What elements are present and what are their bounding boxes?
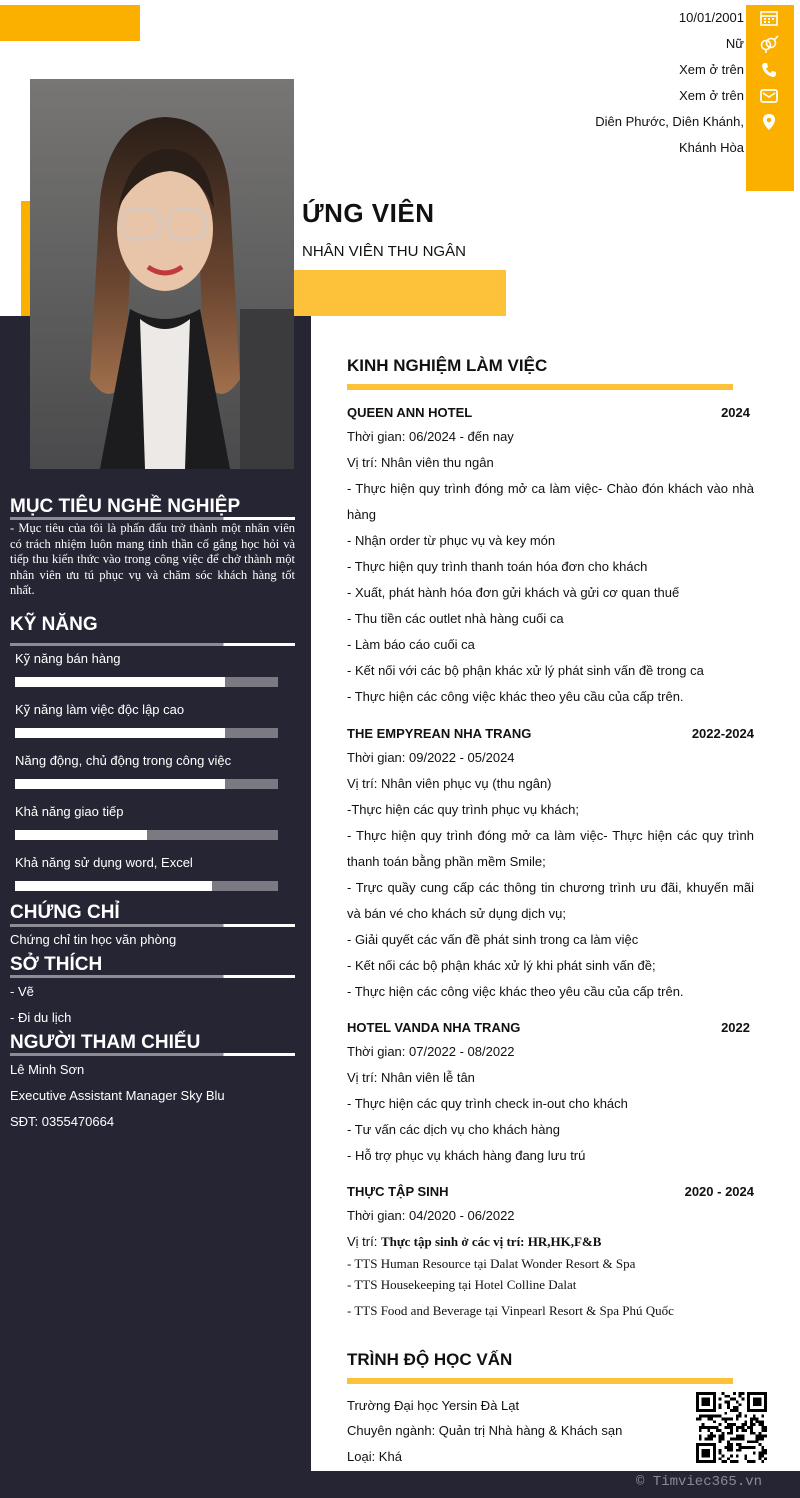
skill-bar <box>15 728 278 738</box>
skills-divider <box>10 643 295 646</box>
education-rule <box>347 1378 733 1384</box>
job-detail: - TTS Human Resource tại Dalat Wonder Resort & Spa <box>347 1256 636 1271</box>
skill-label: Kỹ năng làm việc độc lập cao <box>15 702 185 717</box>
objective-text: - Mục tiêu của tôi là phấn đấu trở thành một nhân viên có trách nhiệm luôn mang tinh thần cố gắng học hỏi và tiếp thu kiến thức vào trong công việc để chở thành một nhân viên ưu tú phục vụ và chăm sóc khách hàng tốt nhất. <box>10 521 295 597</box>
job-detail: - Thực hiện các công việc khác theo yêu cầu của cấp trên. <box>347 984 684 999</box>
job-detail: - Giải quyết các vấn đề phát sinh trong ca làm việc <box>347 932 639 947</box>
job-detail: Vị trí: Nhân viên lễ tân <box>347 1070 475 1085</box>
contact-address-line2: Khánh Hòa <box>678 140 744 155</box>
skill-bar <box>15 881 278 891</box>
job-year: 2020 - 2024 <box>684 1184 754 1199</box>
reference-title: Executive Assistant Manager Sky Blu <box>10 1088 225 1103</box>
contact-dob: 10/01/2001 <box>678 10 744 25</box>
job-detail: - Thực hiện các quy trình check in-out cho khách <box>347 1096 628 1111</box>
hobby-item: - Đi du lịch <box>10 1010 72 1025</box>
reference-name: Lê Minh Sơn <box>10 1062 85 1077</box>
job-detail: - Thu tiền các outlet nhà hàng cuối ca <box>347 611 564 626</box>
job-detail: - Thực hiện quy trình đóng mở ca làm việc- Thực hiện các quy trình thanh toán bằng phần mềm Smile; <box>347 828 754 869</box>
skill-bar-fill <box>15 830 147 840</box>
job-detail: Thời gian: 06/2024 - đến nay <box>347 429 514 444</box>
job-detail: - Kết nối với các bộ phận khác xử lý phát sinh vấn đề trong ca <box>347 663 704 678</box>
education-grade: Loại: Khá <box>347 1449 402 1464</box>
certificates-divider <box>10 924 295 927</box>
job-company: HOTEL VANDA NHA TRANG <box>347 1020 521 1035</box>
skill-bar <box>15 677 278 687</box>
skill-bar-fill <box>15 677 225 687</box>
job-detail: - Trực quầy cung cấp các thông tin chương trình ưu đãi, khuyến mãi và bán vé cho khách sử dụng dịch vụ; <box>347 880 754 921</box>
profile-photo <box>30 79 294 469</box>
hobby-item: - Vẽ <box>10 984 34 999</box>
job-detail: Thời gian: 04/2020 - 06/2022 <box>347 1208 515 1223</box>
job-year: 2022 <box>721 1020 750 1035</box>
references-divider <box>10 1053 295 1056</box>
skill-bar-fill <box>15 881 212 891</box>
skill-bar-fill <box>15 728 225 738</box>
job-detail: Vị trí: Nhân viên thu ngân <box>347 455 494 470</box>
phone-icon <box>757 59 781 81</box>
certificate-item: Chứng chỉ tin học văn phòng <box>10 932 177 947</box>
job-detail: - TTS Food and Beverage tại Vinpearl Resort & Spa Phú Quốc <box>347 1303 674 1318</box>
objective-heading: MỤC TIÊU NGHỀ NGHIỆP <box>10 496 241 517</box>
skill-label: Kỹ năng bán hàng <box>15 651 121 666</box>
job-detail: - Tư vấn các dịch vụ cho khách hàng <box>347 1122 560 1137</box>
hobbies-divider <box>10 975 295 978</box>
contact-phone: Xem ở trên <box>679 62 744 77</box>
education-school: Trường Đại học Yersin Đà Lạt <box>347 1398 520 1413</box>
job-detail: - Thực hiện quy trình thanh toán hóa đơn cho khách <box>347 559 648 574</box>
job-detail: - Hỗ trợ phục vụ khách hàng đang lưu trú <box>347 1148 586 1163</box>
watermark: © Timviec365.vn <box>636 1474 763 1490</box>
job-company: QUEEN ANN HOTEL <box>347 405 473 420</box>
job-detail: - Thực hiện các công việc khác theo yêu cầu của cấp trên. <box>347 689 684 704</box>
skill-label: Năng động, chủ động trong công việc <box>15 753 232 768</box>
job-company: THỰC TẬP SINH <box>347 1184 449 1199</box>
contact-gender: Nữ <box>725 36 744 51</box>
job-detail: - Kết nối các bộ phận khác xử lý khi phát sinh vấn đề; <box>347 958 656 973</box>
calendar-icon <box>757 7 781 29</box>
gender-icon <box>757 33 781 55</box>
candidate-role: NHÂN VIÊN THU NGÂN <box>302 243 466 260</box>
location-icon <box>757 111 781 133</box>
candidate-name: ỨNG VIÊN <box>302 198 435 228</box>
job-position <box>347 1229 754 1255</box>
reference-phone: SĐT: 0355470664 <box>10 1114 115 1129</box>
experience-heading: KINH NGHIỆM LÀM VIỆC <box>347 356 548 375</box>
name-accent-band <box>293 270 506 316</box>
qr-code <box>696 1392 767 1463</box>
skill-bar-fill <box>15 779 225 789</box>
job-detail: Vị trí: Nhân viên phục vụ (thu ngân) <box>347 776 552 791</box>
skill-label: Khả năng sử dụng word, Excel <box>15 855 193 870</box>
skill-label: Khả năng giao tiếp <box>15 804 124 819</box>
skill-bar <box>15 779 278 789</box>
job-detail: Thời gian: 09/2022 - 05/2024 <box>347 750 515 765</box>
objective-divider <box>10 517 295 520</box>
experience-rule <box>347 384 733 390</box>
job-year: 2022-2024 <box>691 726 754 741</box>
job-detail: - Nhận order từ phục vụ và key món <box>347 533 556 548</box>
certificates-heading: CHỨNG CHỈ <box>10 902 120 923</box>
job-detail: -Thực hiện các quy trình phục vụ khách; <box>347 802 579 817</box>
education-major: Chuyên ngành: Quản trị Nhà hàng & Khách sạn <box>347 1423 623 1438</box>
job-company: THE EMPYREAN NHA TRANG <box>347 726 532 741</box>
email-icon <box>757 85 781 107</box>
header-accent-bar <box>0 5 140 41</box>
job-year: 2024 <box>721 405 750 420</box>
job-detail: - TTS Housekeeping tại Hotel Colline Dalat <box>347 1277 577 1292</box>
skill-bar <box>15 830 278 840</box>
education-heading: TRÌNH ĐỘ HỌC VẤN <box>347 1350 513 1369</box>
contact-address-line1: Diên Phước, Diên Khánh, <box>595 114 744 129</box>
skills-heading: KỸ NĂNG <box>10 614 98 635</box>
hobbies-heading: SỞ THÍCH <box>10 954 103 975</box>
job-detail: - Thực hiện quy trình đóng mở ca làm việc- Chào đón khách vào nhà hàng <box>347 481 754 522</box>
job-detail: - Làm báo cáo cuối ca <box>347 637 475 652</box>
job-position-value: Thực tập sinh ở các vị trí: HR,HK,F&B <box>380 1234 602 1249</box>
job-position-prefix: Vị trí: <box>347 1234 381 1249</box>
references-heading: NGƯỜI THAM CHIẾU <box>10 1032 201 1053</box>
job-detail: Thời gian: 07/2022 - 08/2022 <box>347 1044 515 1059</box>
contact-email: Xem ở trên <box>679 88 744 103</box>
job-detail: - Xuất, phát hành hóa đơn gửi khách và gửi cơ quan thuế <box>347 585 680 600</box>
